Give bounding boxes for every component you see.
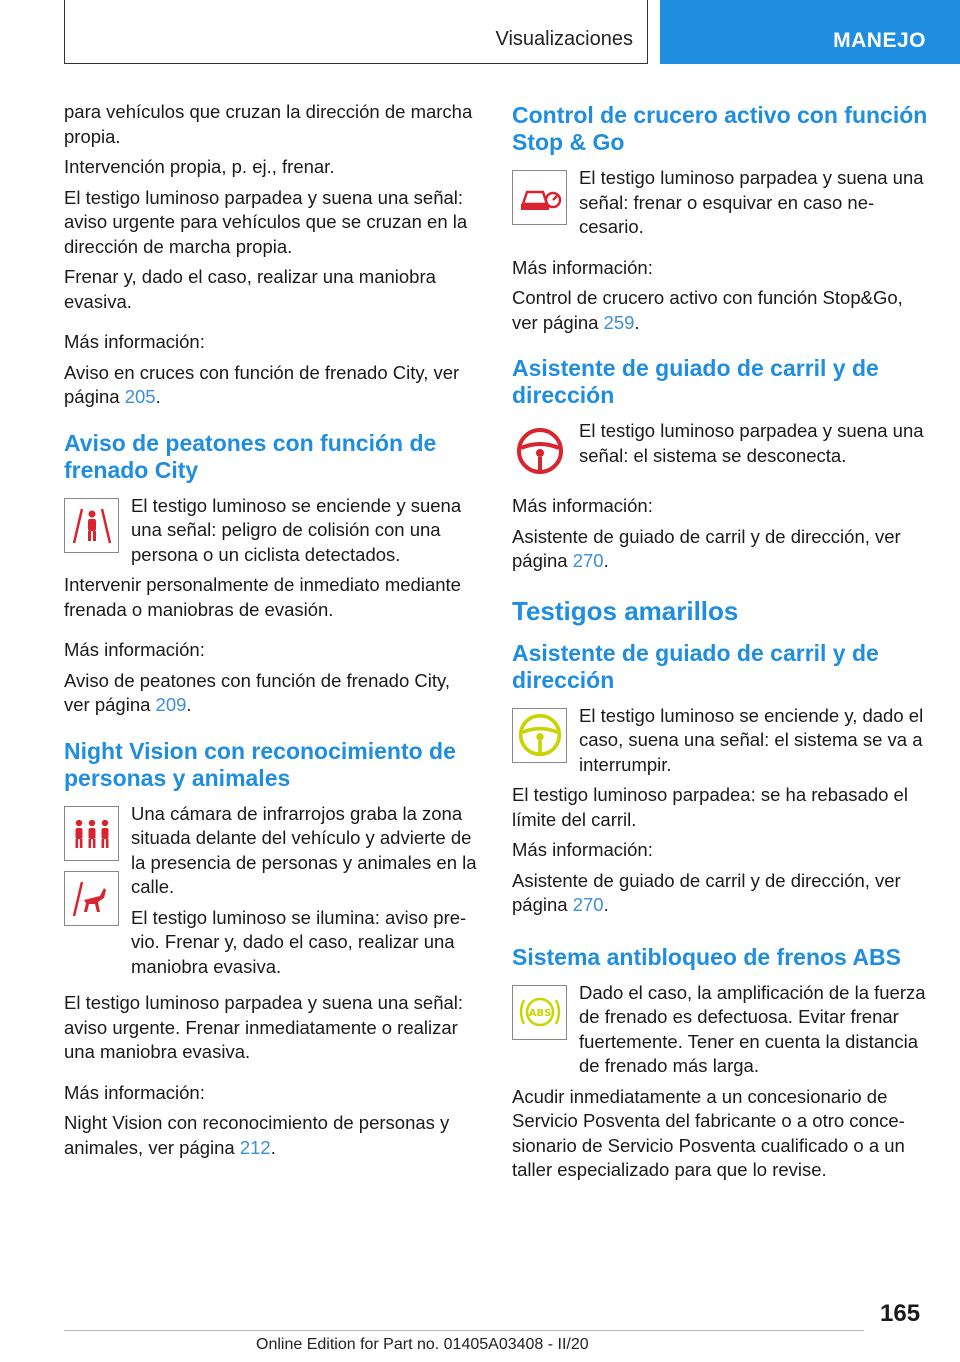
paragraph: Acudir inmediatamente a un concesionario de Servicio Posventa del fabricante o a otro conce-sionario de Servicio Posventa cualificado o a un taller especializado para que lo revise. xyxy=(512,1085,905,1180)
abs-icon-text: ABS xyxy=(528,1008,551,1019)
section-heading: Asistente de guiado de carril y de dirección xyxy=(512,639,879,693)
page-link[interactable]: 270 xyxy=(572,894,604,915)
header-frame xyxy=(64,0,648,64)
indicator-description: El testigo luminoso se ilumina: aviso pre-vio. Frenar y, dado el caso, realizar una maniobra evasiva. xyxy=(131,906,467,977)
page-link[interactable]: 259 xyxy=(603,311,635,333)
right-column xyxy=(512,100,928,1189)
indicator-description: El testigo luminoso parpadea y suena una señal: el sistema se desconecta. xyxy=(579,420,924,466)
indicator-entry xyxy=(64,802,480,986)
page-number: 165 xyxy=(880,1300,921,1327)
cross-reference: Night Vision con reconocimiento de personas y animales, ver página 212. xyxy=(64,1112,450,1158)
more-info-label: Más información: xyxy=(64,1081,205,1103)
edition-footer: Online Edition for Part no. 01405A03408 - II/20 xyxy=(256,1336,589,1353)
cruise-control-warning-icon xyxy=(512,170,567,225)
page-link[interactable]: 205 xyxy=(124,386,156,407)
cross-reference: Aviso de peatones con función de frenado City, ver página 209. xyxy=(64,669,451,715)
page-link[interactable]: 212 xyxy=(239,1136,271,1158)
abs-warning-icon xyxy=(512,985,567,1040)
cross-reference: Control de crucero activo con función Stop&Go, ver página 259. xyxy=(512,287,903,333)
paragraph: para vehículos que cruzan la dirección de marcha propia. xyxy=(64,101,473,147)
more-info-label: Más información: xyxy=(64,639,205,660)
section-heading: Aviso de peatones con función de frenado City xyxy=(64,429,437,483)
section-heading: Asistente de guiado de carril y de dirección xyxy=(512,355,879,408)
chapter-heading: Testigos amarillos xyxy=(512,595,739,626)
indicator-entry xyxy=(512,419,928,478)
paragraph: El testigo luminoso parpadea y suena una señal: aviso urgente para vehículos que se cruzan en la dirección de marcha propia. xyxy=(64,186,468,257)
steering-wheel-red-icon xyxy=(512,423,567,478)
section-title: Visualizaciones xyxy=(495,28,633,50)
more-info-label: Más información: xyxy=(512,839,653,860)
footer-divider xyxy=(64,1330,864,1331)
left-column xyxy=(64,100,480,1166)
more-info-label: Más información: xyxy=(512,495,653,516)
indicator-description: El testigo luminoso se enciende y suena una señal: peligro de colisión con una persona o un ciclista detectados. xyxy=(131,494,462,565)
page-link[interactable]: 209 xyxy=(155,694,187,715)
indicator-description: Una cámara de infrarrojos graba la zona situada delante del vehículo y advierte de la presencia de personas y animales en la calle. xyxy=(131,802,477,897)
paragraph: Frenar y, dado el caso, realizar una maniobra evasiva. xyxy=(64,266,436,312)
more-info-label: Más información: xyxy=(64,331,205,352)
indicator-entry xyxy=(512,981,928,1079)
indicator-description: El testigo luminoso se enciende y, dado el caso, suena una señal: el sistema se va a interrumpir. xyxy=(579,704,924,775)
cross-reference: Aviso en cruces con función de frenado City, ver página 205. xyxy=(64,361,460,407)
paragraph: El testigo luminoso parpadea: se ha rebasado el límite del carril. xyxy=(512,784,908,830)
section-heading: Night Vision con reconocimiento de personas y animales xyxy=(64,737,456,791)
persons-warning-icon xyxy=(64,806,119,861)
steering-wheel-yellow-icon xyxy=(512,708,567,763)
cross-reference: Asistente de guiado de carril y de dirección, ver página 270. xyxy=(512,869,901,915)
paragraph: El testigo luminoso parpadea y suena una señal: aviso urgente. Frenar inmediatamente o realizar una maniobra evasiva. xyxy=(64,992,464,1062)
indicator-entry xyxy=(64,494,480,568)
indicator-description: Dado el caso, la amplificación de la fuerza de frenado es defectuosa. Evitar frenar fuertemente. Tener en cuenta la distancia de frenado más larga. xyxy=(579,981,926,1076)
pedestrian-warning-icon xyxy=(64,498,119,553)
page-link[interactable]: 270 xyxy=(572,550,604,571)
animal-warning-icon xyxy=(64,871,119,926)
indicator-description: El testigo luminoso parpadea y suena una señal: frenar o esquivar en caso ne-cesario. xyxy=(579,167,924,237)
paragraph: Intervención propia, p. ej., frenar. xyxy=(64,156,335,177)
cross-reference: Asistente de guiado de carril y de dirección, ver página 270. xyxy=(512,525,901,571)
paragraph: Intervenir personalmente de inmediato mediante frenada o maniobras de evasión. xyxy=(64,574,461,620)
chapter-tab-label: MANEJO xyxy=(833,29,926,52)
chapter-tab[interactable] xyxy=(660,0,960,64)
indicator-entry xyxy=(512,166,928,240)
section-heading: Control de crucero activo con función Stop & Go xyxy=(512,102,928,155)
section-heading: Sistema antibloqueo de frenos ABS xyxy=(512,943,901,970)
more-info-label: Más información: xyxy=(512,256,653,278)
indicator-entry xyxy=(512,704,928,778)
